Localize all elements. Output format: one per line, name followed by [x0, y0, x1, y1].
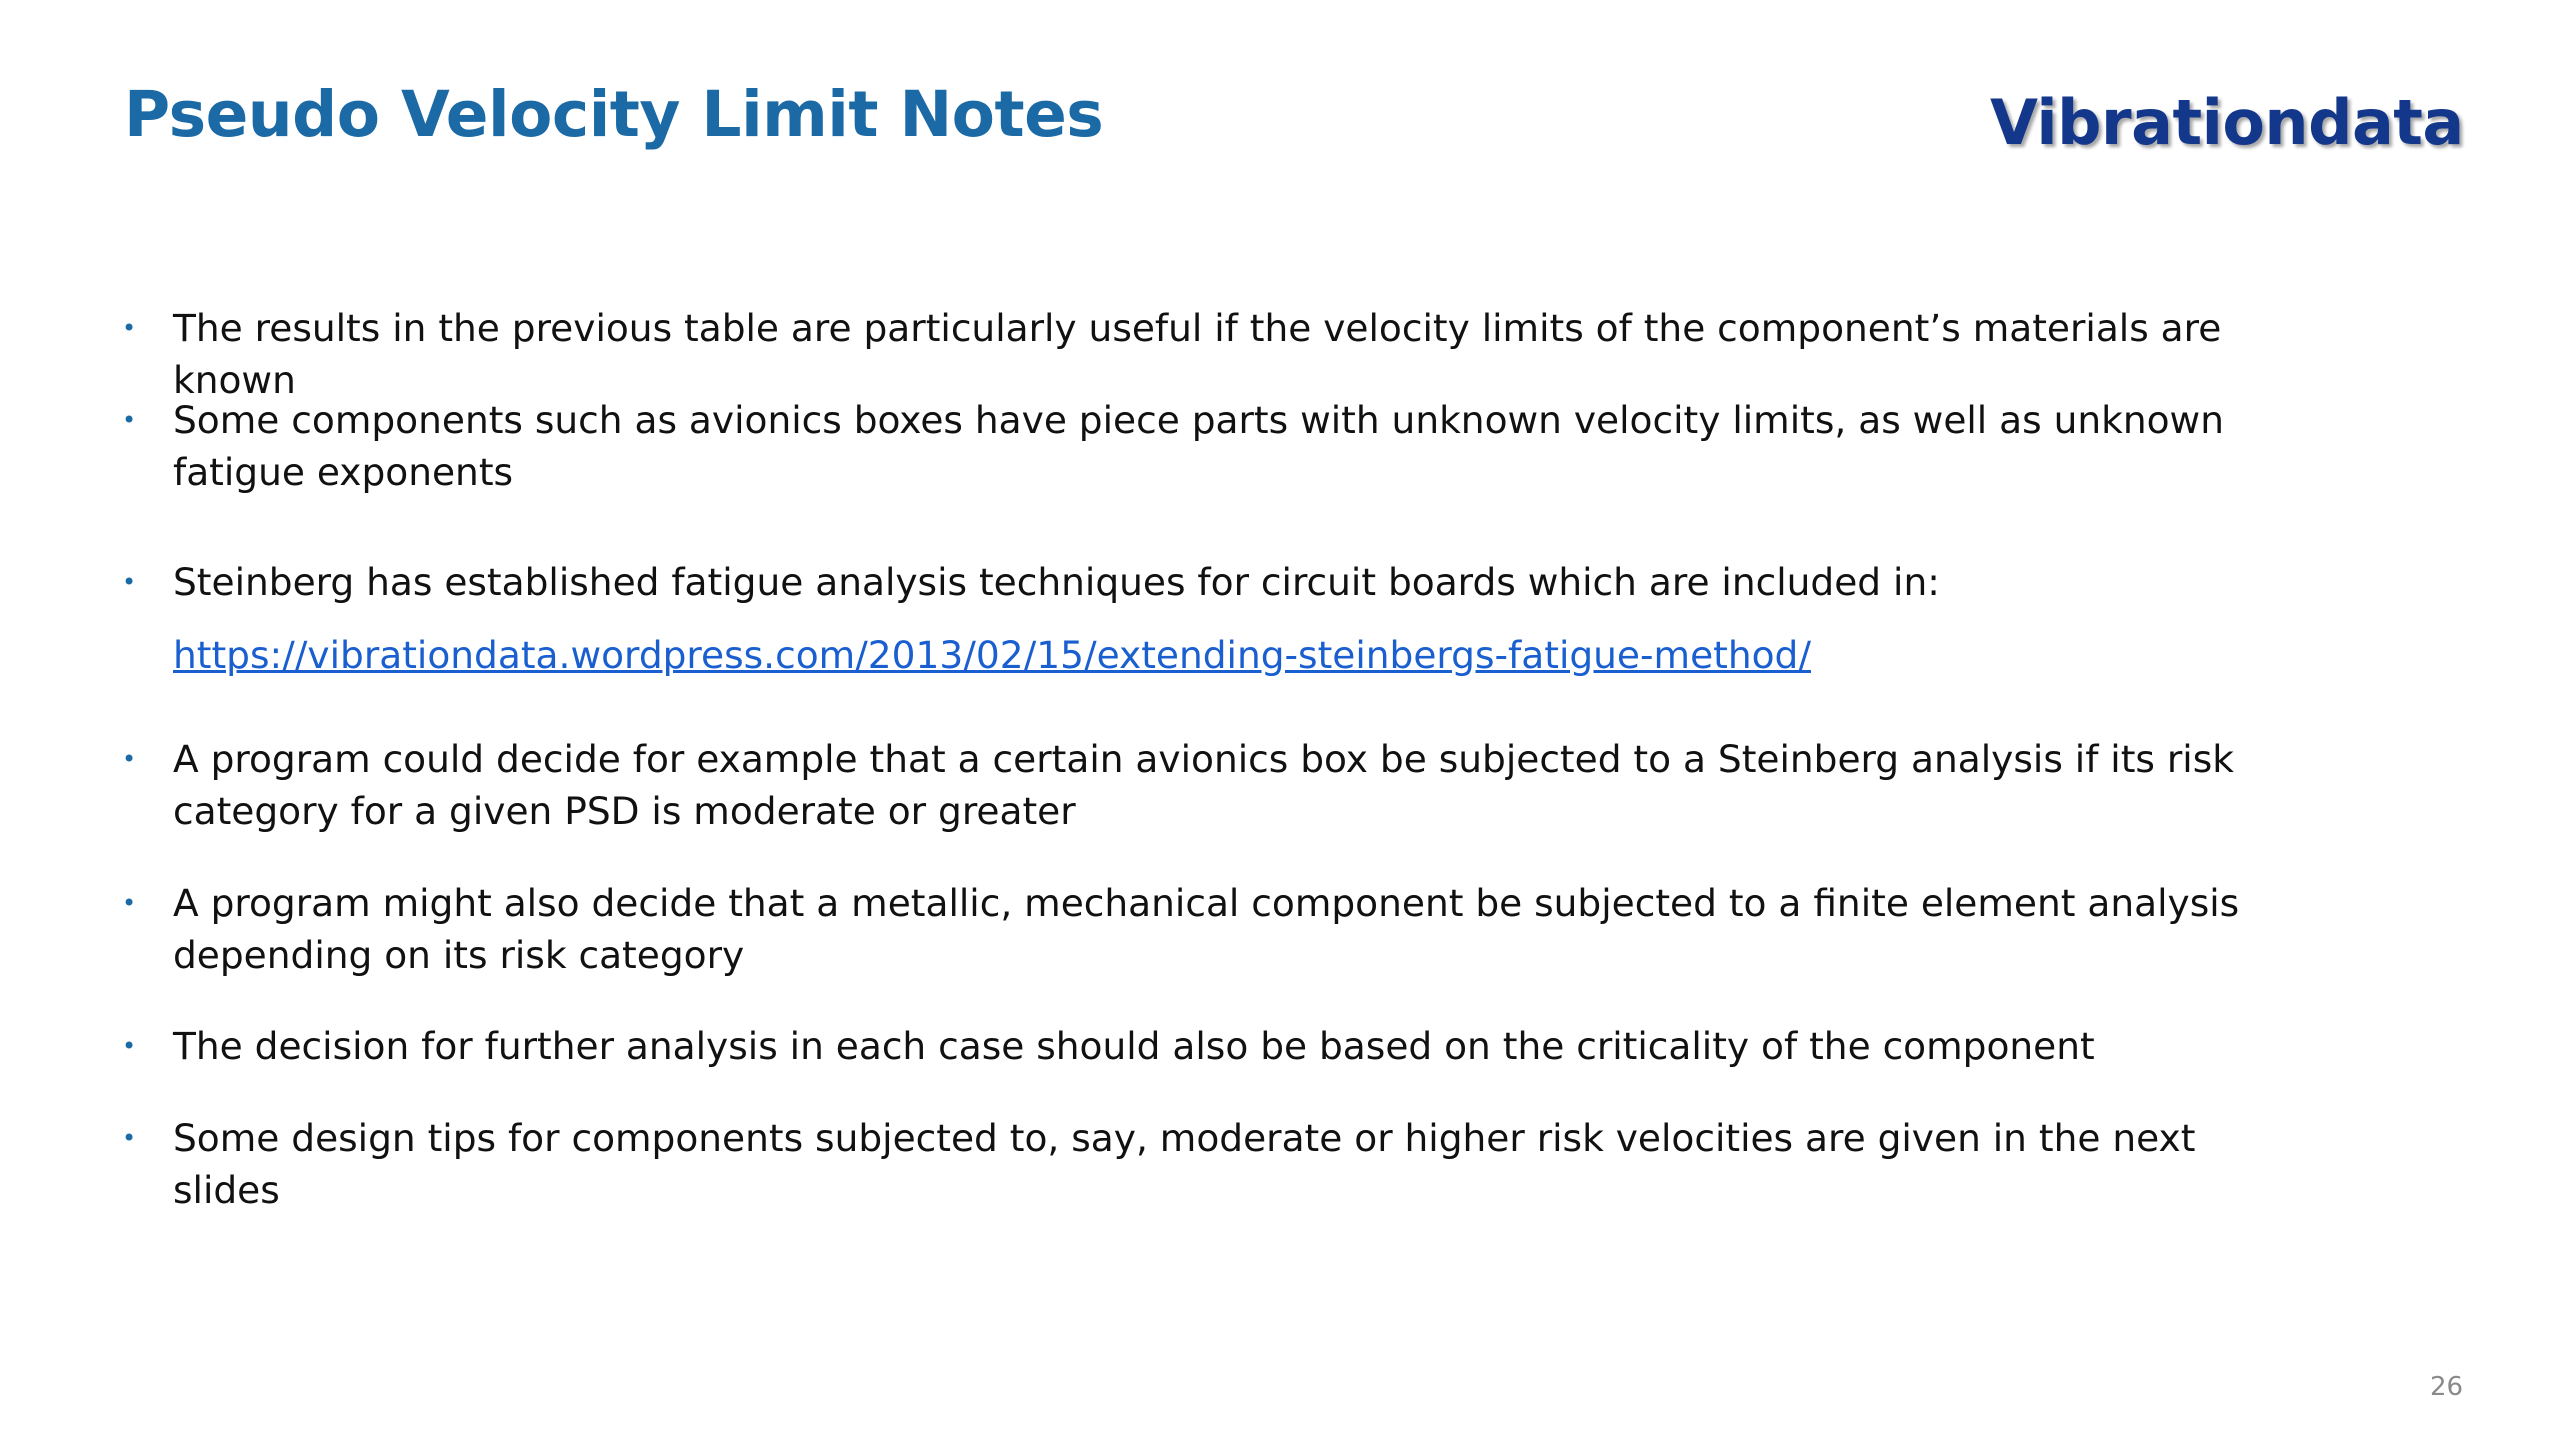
bullet-text: The results in the previous table are particularly useful if the velocity limits of the component’s materials are known	[173, 306, 2222, 402]
bullet-marker: •	[122, 745, 137, 773]
bullet-marker: •	[122, 889, 137, 917]
bullet-text: A program might also decide that a metallic, mechanical component be subjected to a finite element analysis depending on its risk category	[173, 881, 2240, 977]
bullet-text: Some design tips for components subjected to, say, moderate or higher risk velocities are given in the next slides	[173, 1116, 2196, 1212]
bullet-text: Some components such as avionics boxes have piece parts with unknown velocity limits, as well as unknown fatigue exponents	[173, 398, 2224, 494]
bullet-text: A program could decide for example that a certain avionics box be subjected to a Steinberg analysis if its risk category for a given PSD is moderate or greater	[173, 737, 2234, 833]
bullet-marker: •	[122, 1124, 137, 1152]
bullet-marker: •	[122, 1032, 137, 1060]
slide-title: Pseudo Velocity Limit Notes	[124, 78, 1104, 151]
bullet-marker: •	[122, 406, 137, 434]
page-number: 26	[2430, 1372, 2464, 1402]
steinberg-fatigue-link[interactable]: https://vibrationdata.wordpress.com/2013/02/15/extending-steinbergs-fatigue-method/	[173, 633, 1811, 677]
vibrationdata-logo: Vibrationdata	[1990, 86, 2464, 159]
bullet-text: Steinberg has established fatigue analysis techniques for circuit boards which are included in:	[173, 560, 1940, 604]
bullet-text: The decision for further analysis in each case should also be based on the criticality of the component	[173, 1024, 2095, 1068]
bullet-marker: •	[122, 568, 137, 596]
bullet-marker: •	[122, 314, 137, 342]
